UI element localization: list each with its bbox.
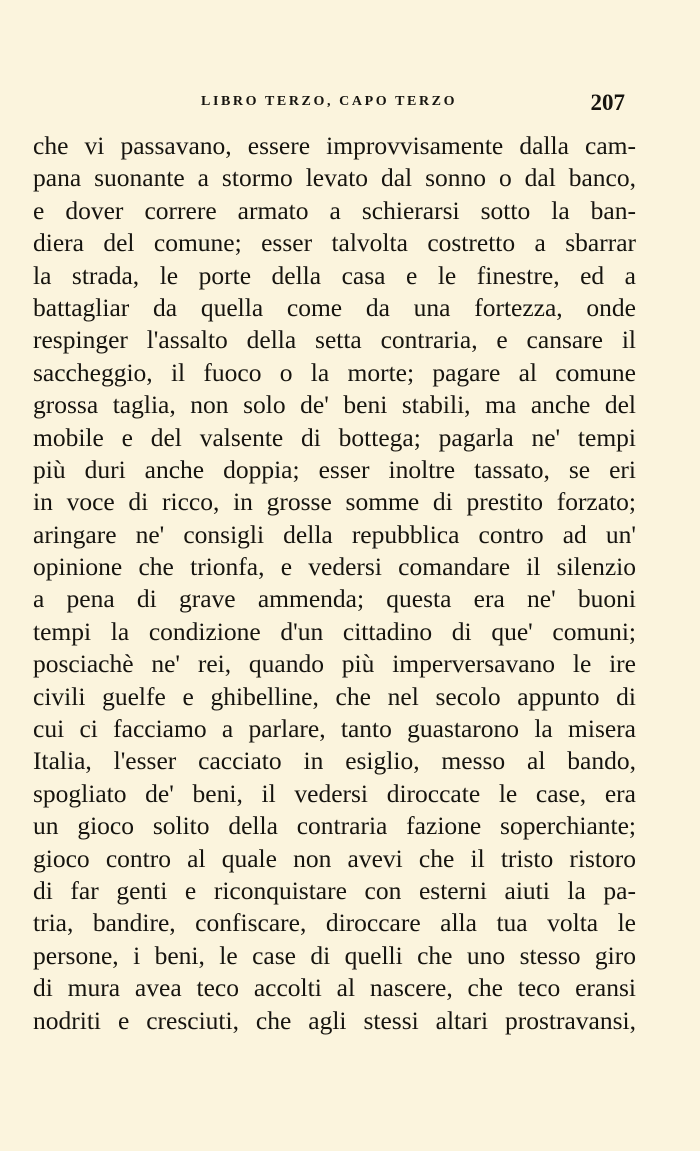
text-line: di far genti e riconquistare con esterni aiuti la pa-: [33, 875, 636, 905]
text-line: la strada, le porte della casa e le finestre, ed a: [33, 260, 636, 290]
text-line: cui ci facciamo a parlare, tanto guastarono la misera: [33, 714, 636, 744]
text-line: saccheggio, il fuoco o la morte; pagare al comune: [33, 357, 636, 387]
text-line: Italia, l'esser cacciato in esiglio, messo al bando,: [33, 746, 636, 776]
text-line: posciachè ne' rei, quando più imperversavano le ire: [33, 649, 636, 679]
running-head: [33, 92, 633, 122]
text-line: opinione che trionfa, e vedersi comandare il silenzio: [33, 552, 636, 582]
text-line: nodriti e cresciuti, che agli stessi altari prostravansi,: [33, 1005, 636, 1035]
text-line: che vi passavano, essere improvvisamente dalla cam-: [33, 131, 636, 160]
text-line: più duri anche doppia; esser inoltre tassato, se eri: [33, 454, 636, 484]
text-line: e dover correre armato a schierarsi sotto la ban-: [33, 195, 636, 225]
text-line: tria, bandire, confiscare, diroccare alla tua volta le: [33, 908, 636, 938]
text-line: tempi la condizione d'un cittadino di que' comuni;: [33, 616, 636, 646]
text-line: spogliato de' beni, il vedersi diroccate le case, era: [33, 778, 636, 808]
text-line: gioco contro al quale non avevi che il tristo ristoro: [33, 843, 636, 873]
text-line: grossa taglia, non solo de' beni stabili, ma anche del: [33, 390, 636, 420]
text-line: un gioco solito della contraria fazione soperchiante;: [33, 811, 636, 841]
body-text: [33, 130, 636, 1037]
text-line: respinger l'assalto della setta contraria, e cansare il: [33, 325, 636, 355]
text-line: battagliar da quella come da una fortezza, onde: [33, 292, 636, 322]
running-title: LIBRO TERZO, CAPO TERZO: [201, 94, 458, 109]
text-line: a pena di grave ammenda; questa era ne' buoni: [33, 584, 636, 614]
text-line: di mura avea teco accolti al nascere, che teco eransi: [33, 973, 636, 1003]
text-line: pana suonante a stormo levato dal sonno o dal banco,: [33, 163, 636, 193]
text-line: in voce di ricco, in grosse somme di prestito forzato;: [33, 487, 636, 517]
text-line: aringare ne' consigli della repubblica contro ad un': [33, 519, 636, 549]
text-line: civili guelfe e ghibelline, che nel secolo appunto di: [33, 681, 636, 711]
text-line: persone, i beni, le case di quelli che uno stesso giro: [33, 940, 636, 970]
text-line: diera del comune; esser talvolta costretto a sbarrar: [33, 228, 636, 258]
page-number: 207: [590, 90, 625, 115]
text-line: mobile e del valsente di bottega; pagarla ne' tempi: [33, 422, 636, 452]
